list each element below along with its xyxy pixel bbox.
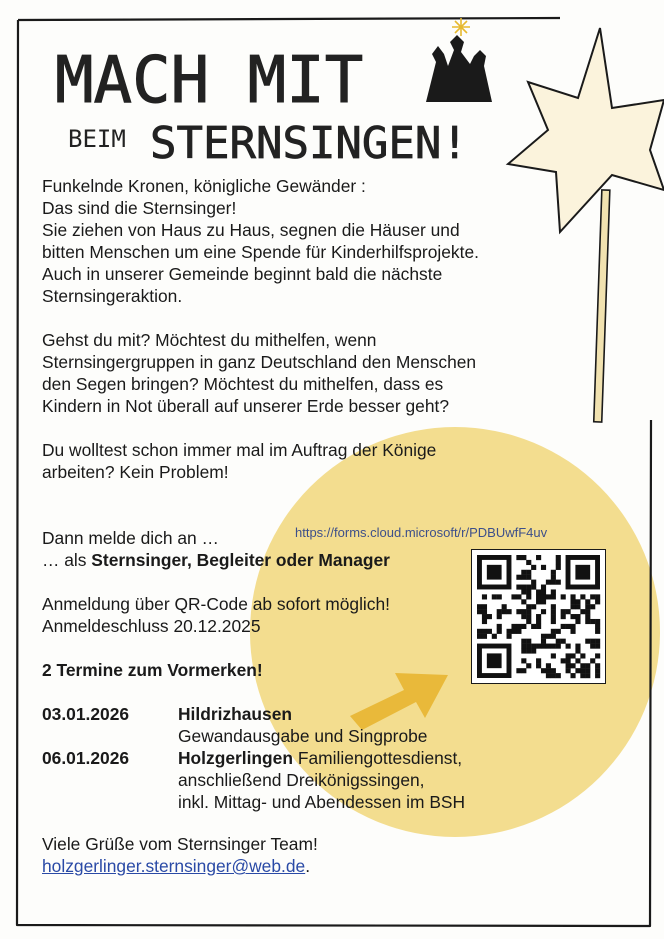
qr-module	[482, 609, 487, 614]
qr-module	[492, 634, 497, 639]
email-link[interactable]: holzgerlinger.sternsinger@web.de	[42, 856, 306, 876]
qr-module	[566, 668, 571, 673]
text-line: bitten Menschen um eine Spende für Kinderhilfsprojekte.	[42, 242, 479, 262]
qr-module	[570, 653, 575, 658]
qr-module	[561, 658, 566, 663]
qr-module	[526, 639, 531, 644]
qr-module	[492, 594, 497, 599]
qr-module	[521, 555, 526, 560]
qr-module	[546, 634, 551, 639]
qr-module	[546, 668, 551, 673]
closing-greeting: Viele Grüße vom Sternsinger Team!	[42, 834, 318, 854]
qr-module	[511, 624, 516, 629]
qr-module	[575, 648, 580, 653]
qr-module	[580, 673, 585, 678]
qr-module	[482, 604, 487, 609]
qr-module	[516, 609, 521, 614]
headline-line2-small: BEIM	[68, 125, 126, 153]
qr-module	[595, 624, 600, 629]
schedule-details	[178, 747, 562, 813]
qr-module	[521, 589, 526, 594]
qr-module	[502, 609, 507, 614]
qr-module	[541, 589, 546, 594]
qr-module	[556, 629, 561, 634]
qr-module	[511, 629, 516, 634]
dates-heading: 2 Termine zum Vormerken!	[42, 660, 263, 680]
qr-module	[521, 648, 526, 653]
qr-module	[482, 614, 487, 619]
schedule-event: Familiengottesdienst,	[292, 748, 463, 768]
qr-module	[516, 555, 521, 560]
qr-module	[526, 575, 531, 580]
qr-module	[541, 594, 546, 599]
qr-module	[516, 585, 521, 590]
qr-module	[590, 604, 595, 609]
qr-module	[541, 639, 546, 644]
question-paragraph	[42, 329, 562, 417]
qr-module	[526, 560, 531, 565]
qr-module	[570, 614, 575, 619]
qr-module	[566, 663, 571, 668]
qr-module	[497, 609, 502, 614]
qr-module	[590, 594, 595, 599]
qr-module	[531, 624, 536, 629]
qr-module	[570, 629, 575, 634]
qr-module	[546, 644, 551, 649]
qr-module	[531, 585, 536, 590]
qr-module	[521, 658, 526, 663]
schedule-detail-line: Gewandausgabe und Singprobe	[178, 726, 428, 746]
qr-module	[595, 619, 600, 624]
qr-module	[516, 575, 521, 580]
qr-module	[502, 604, 507, 609]
schedule-date: 03.01.2026	[42, 704, 130, 724]
signup-roles: Sternsinger, Begleiter oder Manager	[91, 550, 390, 570]
qr-module	[477, 604, 482, 609]
headline-line2-large: STERNSINGEN!	[150, 118, 468, 169]
qr-module	[541, 634, 546, 639]
qr-module	[566, 653, 571, 658]
qr-module	[526, 585, 531, 590]
qr-module	[507, 609, 512, 614]
qr-module	[536, 624, 541, 629]
qr-module	[570, 594, 575, 599]
signup-line1: Dann melde dich an …	[42, 528, 219, 548]
qr-module	[541, 668, 546, 673]
qr-module	[507, 629, 512, 634]
qr-module	[575, 619, 580, 624]
qr-module	[521, 585, 526, 590]
schedule-date: 06.01.2026	[42, 748, 130, 768]
qr-module	[585, 639, 590, 644]
qr-module	[526, 609, 531, 614]
qr-module	[551, 594, 556, 599]
qr-module	[551, 668, 556, 673]
qr-module	[531, 580, 536, 585]
qr-module	[521, 624, 526, 629]
qr-module	[575, 604, 580, 609]
qr-module	[551, 580, 556, 585]
qr-module	[526, 648, 531, 653]
qr-module	[521, 570, 526, 575]
qr-module	[536, 663, 541, 668]
qr-module	[561, 614, 566, 619]
qr-module	[477, 634, 482, 639]
qr-module	[595, 639, 600, 644]
qr-module	[521, 614, 526, 619]
qr-module	[556, 580, 561, 585]
schedule-detail-line: inkl. Mittag- und Abendessen im BSH	[178, 792, 466, 812]
qr-module	[595, 644, 600, 649]
qr-module	[487, 565, 502, 580]
qr-module	[497, 624, 502, 629]
qr-module	[497, 629, 502, 634]
qr-module	[507, 634, 512, 639]
qr-module	[585, 604, 590, 609]
qr-module	[575, 668, 580, 673]
qr-module	[575, 599, 580, 604]
qr-module	[566, 624, 571, 629]
qr-module	[556, 644, 561, 649]
qr-module	[526, 589, 531, 594]
qr-module	[595, 653, 600, 658]
qr-module	[482, 629, 487, 634]
qr-module	[570, 599, 575, 604]
qr-module	[590, 658, 595, 663]
qr-module	[516, 668, 521, 673]
qr-module	[575, 614, 580, 619]
qr-module	[551, 614, 556, 619]
qr-module	[521, 644, 526, 649]
qr-module	[536, 619, 541, 624]
qr-module	[526, 614, 531, 619]
qr-module	[546, 673, 551, 678]
qr-module	[536, 658, 541, 663]
qr-module	[590, 619, 595, 624]
qr-module	[516, 624, 521, 629]
qr-module	[536, 599, 541, 604]
qr-module	[521, 639, 526, 644]
qr-module	[556, 673, 561, 678]
qr-module	[566, 609, 571, 614]
qr-module	[521, 599, 526, 604]
qr-module	[590, 644, 595, 649]
qr-module	[546, 594, 551, 599]
qr-module	[536, 555, 541, 560]
qr-module	[536, 589, 541, 594]
schedule-row	[42, 703, 562, 747]
qr-module	[556, 565, 561, 570]
text-line: Sternsingergruppen in ganz Deutschland den Menschen	[42, 352, 477, 372]
schedule-place: Holzgerlingen	[178, 748, 293, 768]
text-line: arbeiten? Kein Problem!	[42, 462, 229, 482]
qr-module	[511, 594, 516, 599]
qr-module	[482, 594, 487, 599]
three-kings-icon	[426, 18, 492, 102]
qr-module	[526, 619, 531, 624]
text-line: den Segen bringen? Möchtest du mithelfen, dass es	[42, 374, 444, 394]
qr-module	[585, 663, 590, 668]
qr-module	[521, 575, 526, 580]
qr-module	[531, 648, 536, 653]
qr-module	[551, 673, 556, 678]
qr-module	[585, 673, 590, 678]
intro-paragraph	[42, 175, 562, 307]
qr-module	[570, 673, 575, 678]
qr-module	[570, 604, 575, 609]
closing	[42, 833, 562, 877]
qr-module	[546, 663, 551, 668]
qr-module	[497, 594, 502, 599]
qr-module	[541, 609, 546, 614]
qr-module	[585, 619, 590, 624]
qr-module	[556, 560, 561, 565]
qr-module	[531, 604, 536, 609]
qr-module	[595, 673, 600, 678]
qr-module	[477, 609, 482, 614]
qr-module	[570, 624, 575, 629]
registration-deadline: Anmeldeschluss 20.12.2025	[42, 616, 261, 636]
qr-module	[561, 639, 566, 644]
qr-module	[551, 644, 556, 649]
qr-module	[551, 634, 556, 639]
qr-module	[561, 609, 566, 614]
qr-module	[526, 604, 531, 609]
qr-module	[556, 555, 561, 560]
invite-paragraph	[42, 439, 562, 483]
qr-module	[595, 594, 600, 599]
qr-module	[580, 594, 585, 599]
qr-module	[551, 604, 556, 609]
qr-module	[482, 619, 487, 624]
schedule	[42, 703, 562, 813]
schedule-place: Hildrizhausen	[178, 704, 293, 724]
qr-module	[536, 614, 541, 619]
qr-module	[526, 594, 531, 599]
text-line: Du wolltest schon immer mal im Auftrag der Könige	[42, 440, 437, 460]
qr-module	[541, 644, 546, 649]
text-line: Das sind die Sternsinger!	[42, 198, 237, 218]
qr-module	[561, 624, 566, 629]
text-line: Kindern in Not überall auf unserer Erde besser geht?	[42, 396, 449, 416]
qr-module	[487, 653, 502, 668]
qr-module	[575, 658, 580, 663]
email-suffix: .	[305, 856, 311, 876]
qr-module	[536, 644, 541, 649]
qr-module	[575, 644, 580, 649]
qr-module	[585, 614, 590, 619]
qr-module	[595, 629, 600, 634]
qr-module	[570, 663, 575, 668]
qr-code-icon[interactable]	[471, 549, 606, 684]
qr-module	[526, 663, 531, 668]
qr-module	[595, 599, 600, 604]
qr-module	[551, 653, 556, 658]
qr-module	[580, 653, 585, 658]
qr-module	[551, 619, 556, 624]
qr-module	[541, 585, 546, 590]
registration-line1: Anmeldung über QR-Code ab sofort möglich!	[42, 594, 390, 614]
qr-module	[580, 668, 585, 673]
headline	[0, 0, 664, 170]
qr-module	[551, 589, 556, 594]
qr-module	[536, 594, 541, 599]
qr-module	[516, 629, 521, 634]
signup-prefix: … als	[42, 550, 92, 570]
qr-module	[482, 634, 487, 639]
qr-module	[585, 599, 590, 604]
closing-contact	[42, 855, 562, 877]
qr-module	[595, 668, 600, 673]
qr-module	[521, 609, 526, 614]
text-line: Gehst du mit? Möchtest du mithelfen, wenn	[42, 330, 377, 350]
qr-module	[477, 629, 482, 634]
qr-module	[521, 668, 526, 673]
text-line: Sie ziehen von Haus zu Haus, segnen die Häuser und	[42, 220, 460, 240]
qr-module	[487, 614, 492, 619]
schedule-details	[178, 703, 562, 747]
qr-module	[546, 580, 551, 585]
qr-url-label[interactable]: https://forms.cloud.microsoft/r/PDBUwfF4uv	[295, 525, 548, 540]
headline-line1: MACH MIT	[55, 44, 364, 118]
qr-module	[541, 565, 546, 570]
text-line: Sternsingeraktion.	[42, 286, 183, 306]
qr-module	[526, 570, 531, 575]
qr-module	[556, 639, 561, 644]
schedule-row	[42, 747, 562, 813]
schedule-detail-line: anschließend Dreikönigssingen,	[178, 770, 425, 790]
qr-module	[566, 658, 571, 663]
qr-module	[551, 570, 556, 575]
qr-module	[580, 609, 585, 614]
qr-module	[551, 609, 556, 614]
qr-module	[541, 599, 546, 604]
qr-module	[575, 565, 590, 580]
qr-module	[487, 629, 492, 634]
qr-module	[590, 639, 595, 644]
qr-module	[551, 629, 556, 634]
qr-module	[561, 594, 566, 599]
qr-module	[585, 609, 590, 614]
qr-module	[497, 614, 502, 619]
qr-module	[566, 644, 571, 649]
qr-module	[516, 594, 521, 599]
qr-module	[526, 644, 531, 649]
qr-module	[531, 644, 536, 649]
qr-module	[551, 575, 556, 580]
text-line: Auch in unserer Gemeinde beginnt bald die nächste	[42, 264, 443, 284]
qr-module	[580, 663, 585, 668]
text-line: Funkelnde Kronen, königliche Gewänder :	[42, 176, 366, 196]
qr-module	[595, 663, 600, 668]
qr-module	[531, 565, 536, 570]
qr-module	[585, 668, 590, 673]
